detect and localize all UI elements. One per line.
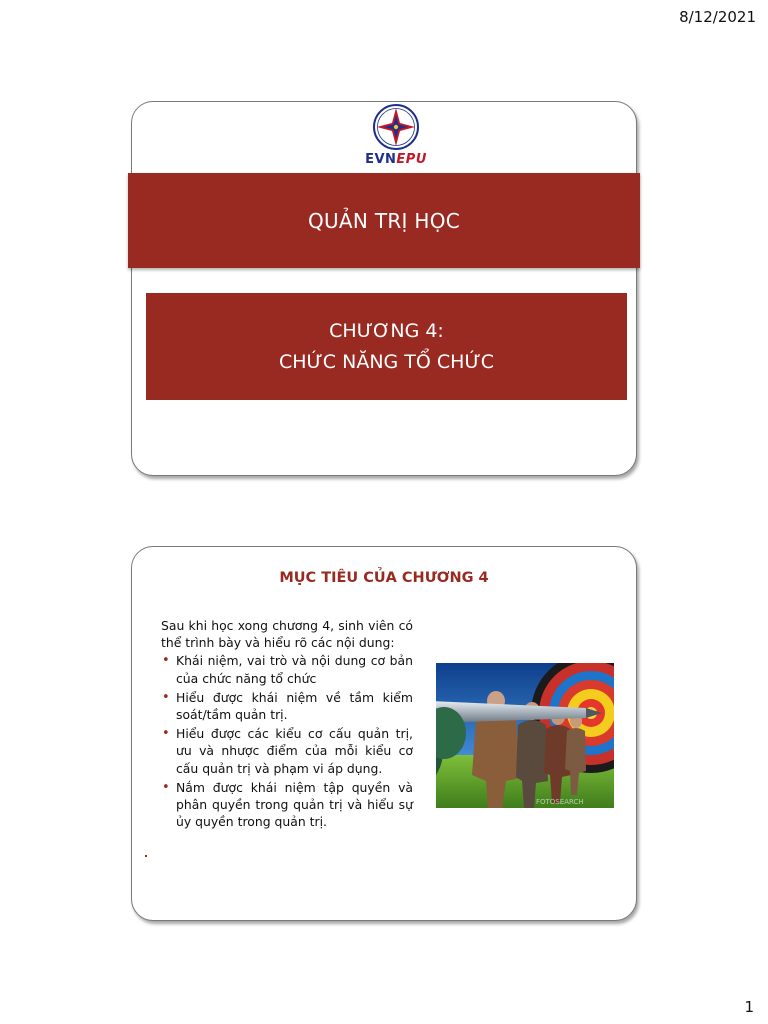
page-date: 8/12/2021 xyxy=(679,8,756,26)
objectives-intro: Sau khi học xong chương 4, sinh viên có thể trình bày và hiểu rõ các nội dung: xyxy=(161,618,413,651)
list-item: • Hiểu được các kiểu cơ cấu quản trị, ưu và nhược điểm của mỗi kiểu cơ cấu quản trị và phạm vi áp dụng. xyxy=(162,726,413,776)
chapter-title: CHỨC NĂNG TỔ CHỨC xyxy=(278,350,495,373)
stray-mark xyxy=(145,855,147,857)
list-item: • Nắm được khái niệm tập quyền và phân quyền trong quản trị và hiểu sự ủy quyền trong quản trị. xyxy=(162,779,413,830)
chapter-number: CHƯƠNG 4: xyxy=(329,319,444,342)
chapter-heading xyxy=(146,293,627,400)
objectives-list xyxy=(161,652,413,830)
course-title: QUẢN TRỊ HỌC xyxy=(128,173,640,268)
image-watermark: FOTOSEARCH xyxy=(536,798,584,806)
list-item: • Khái niệm, vai trò và nội dung cơ bản của chức năng tổ chức xyxy=(162,653,413,686)
logo-wordmark: EVNEPU xyxy=(365,152,427,167)
page-number: 1 xyxy=(744,998,754,1016)
objectives-title: MỤC TIÊU CỦA CHƯƠNG 4 xyxy=(279,570,489,586)
bullet-icon: • xyxy=(162,653,170,669)
bullet-icon: • xyxy=(162,726,170,742)
target-photo xyxy=(436,663,614,808)
objectives-body xyxy=(161,617,413,832)
evn-star-compass-logo-icon xyxy=(372,103,420,151)
list-item: • Hiểu được khái niệm về tầm kiểm soát/tầm quản trị. xyxy=(162,689,413,723)
bullet-icon: • xyxy=(162,689,170,705)
bullet-icon: • xyxy=(162,779,170,795)
evnepu-logo xyxy=(358,103,434,173)
